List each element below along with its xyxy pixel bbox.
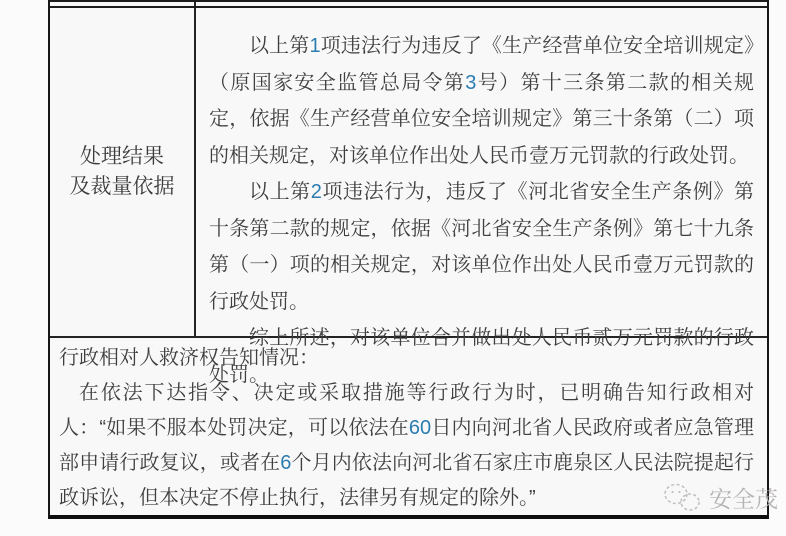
result-header-cell — [50, 8, 196, 336]
text-segment: 综上所述，对该单位合并做出处人民币贰万元罚款的行政处罚。 — [209, 327, 754, 386]
highlighted-number: 3 — [465, 71, 477, 94]
penalty-paragraphs — [196, 8, 767, 386]
result-header-line-1: 处理结果 — [80, 145, 164, 168]
penalty-paragraph — [209, 174, 754, 320]
text-segment: 号）第十三条第二款的相关规定，依据《生产经营单位安全培训规定》第三十条第（二）项的相关规定，对该单位作出处人民币壹万元罚款的行政处罚。 — [209, 71, 755, 167]
penalty-paragraph — [209, 28, 754, 174]
text-segment: 日内向河北省人民政府或者应急管理部申请行政复议，或者在 — [59, 417, 755, 474]
highlighted-number: 1 — [309, 35, 321, 57]
wechat-logo-icon — [662, 482, 704, 514]
result-header-line-2: 及裁量依据 — [69, 175, 175, 198]
text-segment: 项违法行为违反了《生产经营单位安全培训规定》（原国家安全监管总局令第 — [209, 35, 755, 94]
previous-row-remnant — [50, 0, 767, 8]
watermark-label: 安全茂 — [709, 486, 778, 512]
watermark — [662, 481, 778, 514]
highlighted-number: 6 — [280, 452, 292, 474]
highlighted-number: 60 — [408, 417, 432, 439]
previous-row-left-cell — [50, 2, 196, 6]
previous-row-right-cell — [196, 2, 767, 6]
penalty-table — [48, 0, 769, 519]
text-segment: 以上第 — [249, 35, 310, 57]
text-segment: 个月内依法向河北省石家庄市鹿泉区人民法院提起行政诉讼，但本决定不停止执行，法律另有规定的除外。” — [59, 452, 755, 509]
remedy-title: 行政相对人救济权告知情况： — [59, 347, 319, 369]
remedy-paragraph — [59, 376, 754, 516]
text-segment: 以上第 — [249, 181, 311, 203]
text-segment: 在依法下达指令、决定或采取措施等行政行为时，已明确告知行政相对人：“如果不服本处罚决定，可以依法在 — [59, 382, 754, 439]
text-segment: 项违法行为，违反了《河北省安全生产条例》第十条第二款的规定，依据《河北省安全生产条例》第七十九条第（一）项的相关规定，对该单位作出处人民币壹万元罚款的行政处罚。 — [209, 181, 754, 313]
highlighted-number: 2 — [310, 181, 322, 203]
